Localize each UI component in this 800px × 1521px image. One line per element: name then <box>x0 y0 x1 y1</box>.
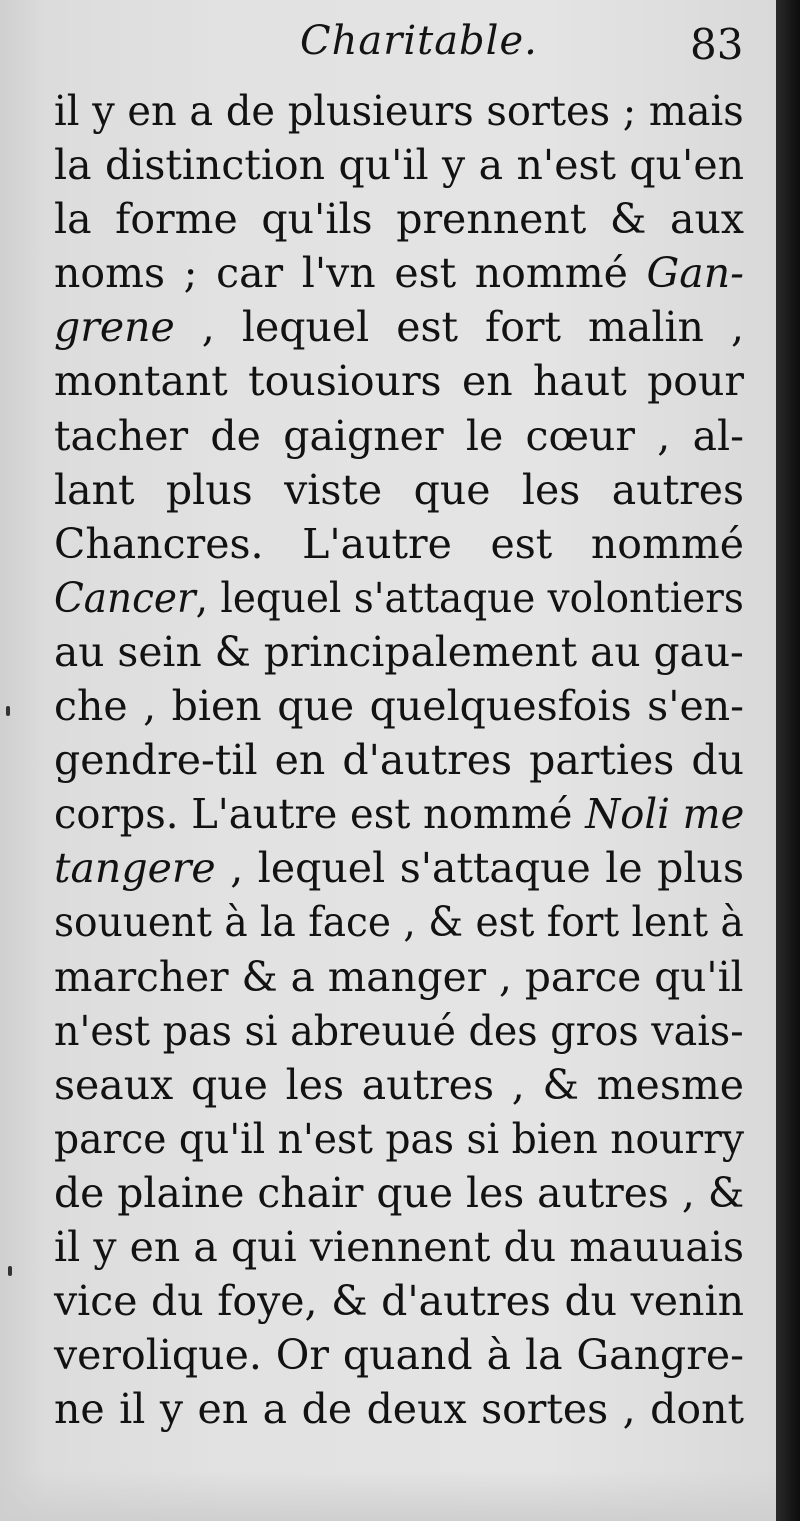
text-segment: gendre-til en d'autres parties du <box>54 736 744 785</box>
italic-term: Cancer <box>54 573 196 622</box>
text-line <box>54 517 744 571</box>
text-line <box>54 1112 745 1166</box>
italic-term: Gan- <box>646 249 744 298</box>
text-segment: la forme qu'ils prennent & aux <box>54 195 744 244</box>
text-segment: ne il y en a de deux sortes , dont <box>54 1385 744 1434</box>
text-segment: marcher & a manger , parce qu'il <box>54 952 744 1001</box>
text-segment: lant plus viste que les autres <box>54 465 744 514</box>
margin-mark <box>6 706 10 716</box>
margin-mark <box>8 1266 12 1276</box>
text-line <box>54 192 744 246</box>
text-segment: noms ; car l'vn est nommé <box>54 249 647 298</box>
text-segment: vice du foye, & d'autres du venin <box>54 1277 744 1326</box>
text-segment: , lequel s'attaque le plus <box>215 844 744 893</box>
text-line <box>54 1274 744 1328</box>
text-segment: tacher de gaigner le cœur , al- <box>54 411 744 460</box>
text-segment: n'est pas si abreuué des gros vais- <box>54 1006 744 1055</box>
text-line <box>54 1058 744 1112</box>
text-segment: souuent à la face , & est fort lent à <box>54 898 744 947</box>
text-segment: il y en a de plusieurs sortes ; mais <box>54 87 744 135</box>
text-line <box>54 1328 744 1382</box>
text-line <box>54 1220 744 1274</box>
running-title: Charitable. <box>300 18 538 64</box>
text-segment: la distinction qu'il y a n'est qu'en <box>54 141 744 190</box>
italic-term: grene <box>54 303 175 352</box>
body-text <box>54 84 744 1436</box>
text-line <box>54 625 744 679</box>
text-segment: corps. L'autre est nommé <box>54 790 586 839</box>
text-line <box>54 246 744 300</box>
text-segment: verolique. Or quand à la Gangre- <box>54 1331 744 1380</box>
text-segment: , lequel s'attaque volontiers <box>195 573 744 622</box>
text-segment: parce qu'il n'est pas si bien nourry <box>54 1114 745 1163</box>
text-line <box>54 463 744 517</box>
italic-term: Noli me <box>585 790 745 839</box>
text-segment: seaux que les autres , & mesme <box>54 1060 744 1109</box>
text-line <box>54 300 744 354</box>
text-line <box>54 138 744 192</box>
text-line <box>54 950 744 1004</box>
page-edge <box>776 0 800 1521</box>
text-line <box>54 1382 744 1436</box>
text-segment: Chancres. L'autre est nommé <box>54 519 744 568</box>
page-header <box>0 18 776 78</box>
text-segment: de plaine chair que les autres , & <box>54 1168 745 1217</box>
text-line <box>54 409 744 463</box>
text-line <box>54 787 745 841</box>
page-bottom-shadow <box>0 1470 776 1521</box>
text-segment: au sein & principalement au gau- <box>54 627 744 676</box>
text-segment: , lequel est fort malin , <box>174 303 744 352</box>
text-segment: montant tousiours en haut pour <box>54 357 744 406</box>
text-line <box>54 841 744 895</box>
text-line <box>54 895 744 949</box>
text-line <box>54 733 744 787</box>
text-segment: il y en a qui viennent du mauuais <box>54 1222 744 1271</box>
text-line <box>54 679 744 733</box>
text-line <box>54 1004 744 1058</box>
page-number: 83 <box>690 20 744 69</box>
text-line <box>54 354 744 408</box>
text-line <box>54 84 744 138</box>
text-segment: che , bien que quelquesfois s'en- <box>54 682 744 731</box>
italic-term: tangere <box>54 844 216 893</box>
text-line <box>54 571 744 625</box>
text-line <box>54 1166 745 1220</box>
